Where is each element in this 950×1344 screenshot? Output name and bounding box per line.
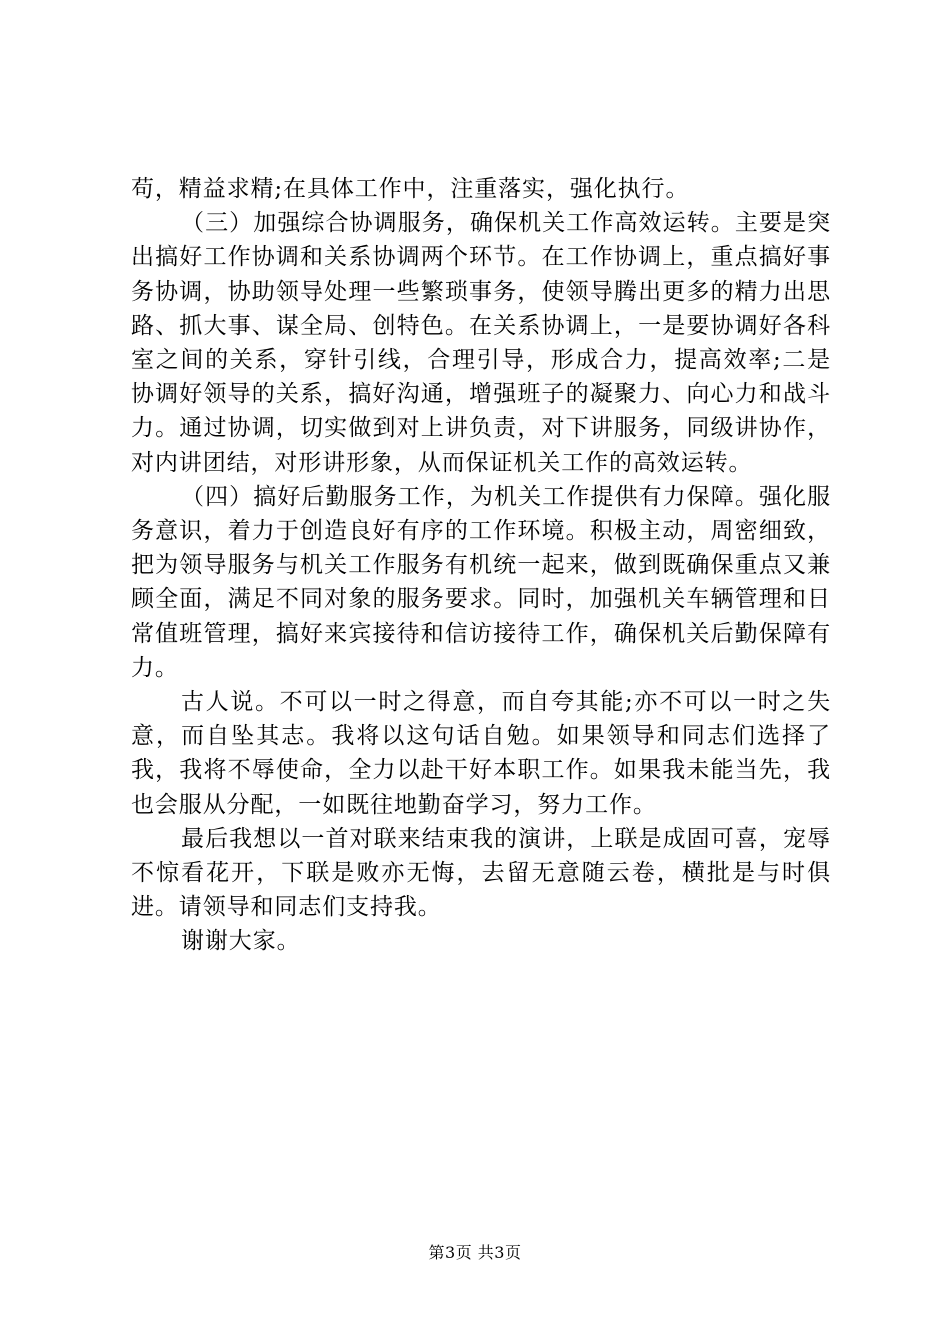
paragraph-section-three: （三）加强综合协调服务，确保机关工作高效运转。主要是突出搞好工作协调和关系协调两个环节。在工作协调上，重点搞好事务协调，协助领导处理一些繁琐事务，使领导腾出更多的精力出思路、抓大事、谋全局、创特色。在关系协调上，一是要协调好各科室之间的关系，穿针引线，合理引导，形成合力，提高效率;二是协调好领导的关系，搞好沟通，增强班子的凝聚力、向心力和战斗力。通过协调，切实做到对上讲负责，对下讲服务，同级讲协作，对内讲团结，对形讲形象，从而保证机关工作的高效运转。 bbox=[131, 210, 831, 476]
page-number-footer: 第3页 共3页 bbox=[428, 1243, 522, 1262]
paragraph-continuation: 苟，精益求精;在具体工作中，注重落实，强化执行。 bbox=[131, 176, 690, 202]
paragraph-couplet: 最后我想以一首对联来结束我的演讲，上联是成固可喜，宠辱不惊看花开，下联是败亦无悔，去留无意随云卷，横批是与时俱进。请领导和同志们支持我。 bbox=[131, 825, 831, 921]
paragraph-section-four: （四）搞好后勤服务工作，为机关工作提供有力保障。强化服务意识，着力于创造良好有序的工作环境。积极主动，周密细致，把为领导服务与机关工作服务有机统一起来，做到既确保重点又兼顾全面，满足不同对象的服务要求。同时，加强机关车辆管理和日常值班管理，搞好来宾接待和信访接待工作，确保机关后勤保障有力。 bbox=[131, 483, 831, 681]
paragraph-ancient-saying: 古人说。不可以一时之得意，而自夸其能;亦不可以一时之失意，而自坠其志。我将以这句话自勉。如果领导和同志们选择了我，我将不辱使命，全力以赴干好本职工作。如果我未能当先，我也会服从分配，一如既往地勤奋学习，努力工作。 bbox=[131, 689, 831, 818]
document-body bbox=[131, 172, 831, 959]
paragraph-thanks: 谢谢大家。 bbox=[181, 928, 301, 955]
